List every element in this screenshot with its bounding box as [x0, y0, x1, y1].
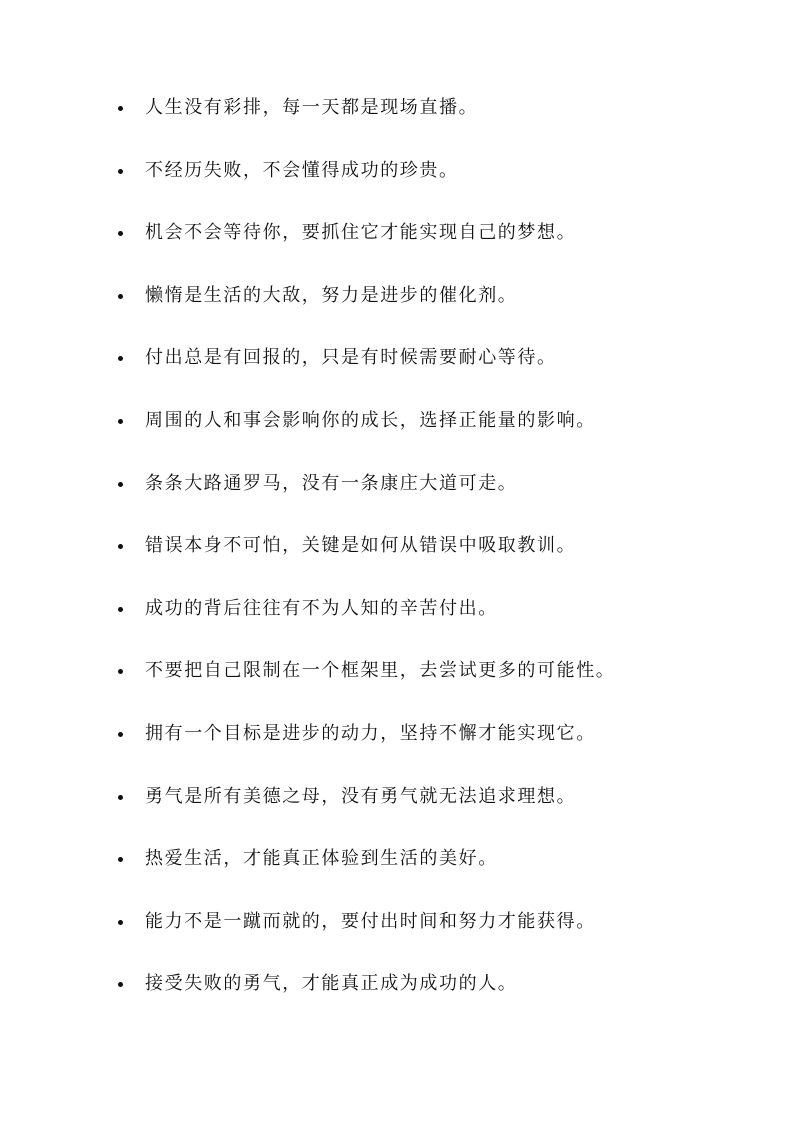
list-item: [118, 902, 758, 965]
list-item: [118, 589, 758, 652]
quote-text: 勇气是所有美德之母，没有勇气就无法追求理想。: [145, 785, 577, 807]
quote-list: [118, 88, 758, 1027]
list-item: [118, 651, 758, 714]
list-item: [118, 777, 758, 840]
bullet-icon: [118, 669, 123, 674]
list-item: [118, 88, 758, 151]
bullet-icon: [118, 231, 123, 236]
list-item: [118, 839, 758, 902]
quote-text: 成功的背后往往有不为人知的辛苦付出。: [145, 597, 498, 619]
list-item: [118, 526, 758, 589]
quote-text: 周围的人和事会影响你的成长，选择正能量的影响。: [145, 409, 596, 431]
bullet-icon: [118, 294, 123, 299]
list-item: [118, 401, 758, 464]
quote-text: 机会不会等待你，要抓住它才能实现自己的梦想。: [145, 222, 577, 244]
quote-text: 热爱生活，才能真正体验到生活的美好。: [145, 848, 498, 870]
bullet-icon: [118, 795, 123, 800]
quote-text: 不要把自己限制在一个框架里，去尝试更多的可能性。: [145, 660, 616, 682]
list-item: [118, 464, 758, 527]
bullet-icon: [118, 419, 123, 424]
quote-text: 拥有一个目标是进步的动力，坚持不懈才能实现它。: [145, 722, 596, 744]
quote-text: 错误本身不可怕，关键是如何从错误中吸取教训。: [145, 535, 577, 557]
list-item: [118, 151, 758, 214]
quote-text: 条条大路通罗马，没有一条康庄大道可走。: [145, 472, 518, 494]
bullet-icon: [118, 544, 123, 549]
bullet-icon: [118, 732, 123, 737]
bullet-icon: [118, 106, 123, 111]
list-item: [118, 213, 758, 276]
quote-text: 付出总是有回报的，只是有时候需要耐心等待。: [145, 347, 557, 369]
bullet-icon: [118, 169, 123, 174]
bullet-icon: [118, 857, 123, 862]
quote-text: 懒惰是生活的大敌，努力是进步的催化剂。: [145, 284, 518, 306]
bullet-icon: [118, 482, 123, 487]
list-item: [118, 338, 758, 401]
quote-text: 不经历失败，不会懂得成功的珍贵。: [145, 159, 459, 181]
quote-text: 接受失败的勇气，才能真正成为成功的人。: [145, 973, 518, 995]
quote-text: 人生没有彩排，每一天都是现场直播。: [145, 97, 479, 118]
quote-text: 能力不是一蹴而就的，要付出时间和努力才能获得。: [145, 910, 596, 932]
bullet-icon: [118, 607, 123, 612]
bullet-icon: [118, 356, 123, 361]
bullet-icon: [118, 920, 123, 925]
bullet-icon: [118, 982, 123, 987]
list-item: [118, 714, 758, 777]
list-item: [118, 964, 758, 1027]
list-item: [118, 276, 758, 339]
